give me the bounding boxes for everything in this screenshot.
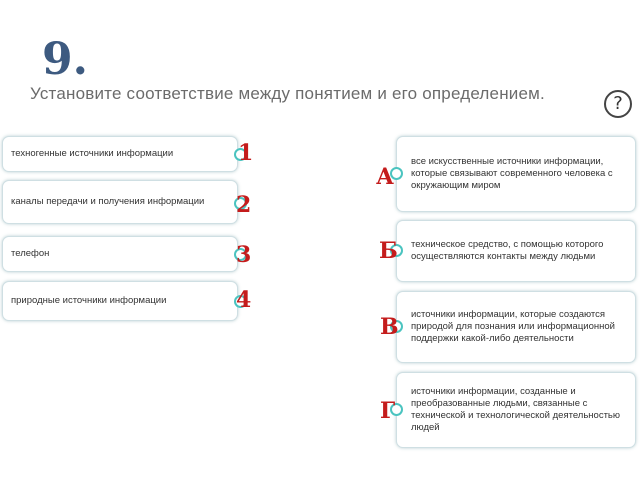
concept-card-1[interactable] xyxy=(2,136,238,172)
concept-mark-2: 2 xyxy=(236,192,252,218)
definition-mark-g: Г xyxy=(380,398,396,424)
concept-mark-4: 4 xyxy=(236,287,252,313)
definition-mark-a: А xyxy=(376,164,394,190)
definition-label: источники информации, созданные и преобразованные людьми, связанные с технической и технологической деятельностью людей xyxy=(411,386,620,433)
concept-label: природные источники информации xyxy=(11,295,167,307)
concept-card-3[interactable] xyxy=(2,236,238,272)
definition-label: техническое средство, с помощью которого осуществляются контакты между людьми xyxy=(411,239,604,262)
concept-card-2[interactable] xyxy=(2,180,238,224)
definition-mark-b: Б xyxy=(379,238,398,264)
definition-card-a[interactable] xyxy=(396,136,636,212)
definition-card-v[interactable] xyxy=(396,291,636,363)
concept-label: телефон xyxy=(11,248,50,260)
question-number: 9. xyxy=(42,34,88,85)
definition-label: все искусственные источники информации, которые связывают современного человека с окружающим миром xyxy=(411,156,613,191)
definition-card-b[interactable] xyxy=(396,220,636,282)
definition-mark-v: В xyxy=(380,314,399,340)
concept-mark-3: 3 xyxy=(236,242,252,268)
concept-label: каналы передачи и получения информации xyxy=(11,196,205,208)
concept-mark-1: 1 xyxy=(238,140,254,166)
help-icon[interactable]: ? xyxy=(604,90,632,118)
concept-card-4[interactable] xyxy=(2,281,238,321)
concept-label: техногенные источники информации xyxy=(11,148,174,160)
definition-card-g[interactable] xyxy=(396,372,636,448)
question-instruction: Установите соответствие между понятием и его определением. xyxy=(30,84,545,103)
definition-label: источники информации, которые создаются природой для познания или информационной поддержки какой-либо деятельности xyxy=(411,309,615,344)
